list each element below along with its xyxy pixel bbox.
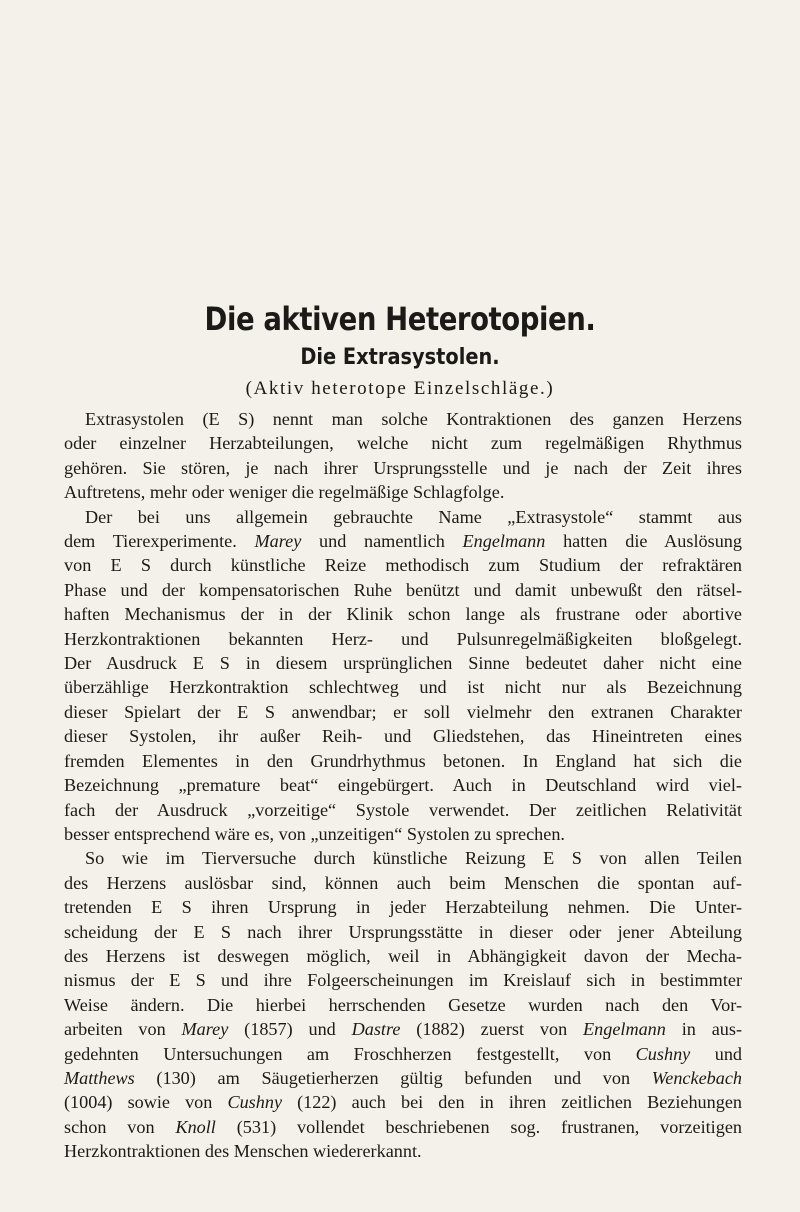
author-name: Marey bbox=[181, 1019, 229, 1040]
text-line: besser entsprechend wäre es, von „unzeitigen“ Systolen zu sprechen. bbox=[64, 823, 565, 844]
text-line: Weise ändern. Die hierbei herrschenden Gesetze wurden nach den Vor- bbox=[64, 994, 742, 1015]
author-name: Cushny bbox=[227, 1092, 283, 1113]
author-name: Knoll bbox=[175, 1116, 216, 1137]
text-line: oder einzelner Herzabteilungen, welche nicht zum regelmäßigen Rhythmus bbox=[64, 433, 742, 454]
text-line: des Herzens auslösbar sind, können auch beim Menschen die spontan auf- bbox=[64, 872, 742, 893]
text-line: scheidung der E S nach ihrer Ursprungsstätte in dieser oder jener Abteilung bbox=[64, 921, 742, 942]
author-name: Engelmann bbox=[583, 1019, 666, 1040]
text-line: Der bei uns allgemein gebrauchte Name „Extrasystole“ stammt aus bbox=[85, 506, 742, 527]
text-line: gedehnten Untersuchungen am Froschherzen festgestellt, von Cushny und bbox=[64, 1043, 743, 1064]
text-line: (1004) sowie von Cushny (122) auch bei den in ihren zeitlichen Beziehungen bbox=[64, 1092, 743, 1113]
text-line: arbeiten von Marey (1857) und Dastre (1882) zuerst von Engelmann in aus- bbox=[64, 1019, 742, 1040]
author-name: Engelmann bbox=[462, 531, 546, 552]
author-name: Wenckebach bbox=[651, 1067, 742, 1088]
text-line: Der Ausdruck E S in diesem ursprünglichen Sinne bedeutet daher nicht eine bbox=[64, 653, 742, 674]
section-title: Die Extrasystolen. bbox=[300, 345, 500, 370]
author-name: Dastre bbox=[351, 1019, 401, 1040]
chapter-title: Die aktiven Heterotopien. bbox=[204, 300, 596, 338]
text-line: Matthews (130) am Säugetierherzen gültig befunden und von Wenckebach bbox=[64, 1067, 742, 1088]
text-line: Auftretens, mehr oder weniger die regelmäßige Schlagfolge. bbox=[64, 482, 505, 503]
text-line: fremden Elementes in den Grundrhythmus betonen. In England hat sich die bbox=[64, 750, 742, 771]
text-line: dieser Systolen, ihr außer Reih- und Gliedstehen, das Hineintreten eines bbox=[64, 726, 742, 747]
author-name: Cushny bbox=[635, 1043, 691, 1064]
text-line: des Herzens ist deswegen möglich, weil in Abhängigkeit davon der Mecha- bbox=[64, 945, 742, 966]
text-line: Bezeichnung „premature beat“ eingebürgert. Auch in Deutschland wird viel- bbox=[64, 775, 742, 796]
text-line: Phase und der kompensatorischen Ruhe benützt und damit unbewußt den rätsel- bbox=[64, 579, 742, 600]
text-line: dem Tierexperimente. Marey und namentlich Engelmann hatten die Auslösung bbox=[64, 531, 742, 552]
text-line: Herzkontraktionen bekannten Herz- und Pulsunregelmäßigkeiten bloßgelegt. bbox=[64, 628, 742, 649]
text-line: fach der Ausdruck „vorzeitige“ Systole verwendet. Der zeitlichen Relativität bbox=[64, 799, 742, 820]
author-name: Matthews bbox=[64, 1067, 135, 1088]
author-name: Marey bbox=[254, 531, 302, 552]
text-line: gehören. Sie stören, je nach ihrer Ursprungsstelle und je nach der Zeit ihres bbox=[64, 457, 742, 478]
text-line: schon von Knoll (531) vollendet beschriebenen sog. frustranen, vorzeitigen bbox=[64, 1116, 742, 1137]
text-line: haften Mechanismus der in der Klinik schon lange als frustrane oder abortive bbox=[64, 604, 742, 625]
text-line: So wie im Tierversuche durch künstliche Reizung E S von allen Teilen bbox=[85, 848, 742, 869]
text-line: überzählige Herzkontraktion schlechtweg und ist nicht nur als Bezeichnung bbox=[64, 677, 742, 698]
text-line: tretenden E S ihren Ursprung in jeder Herzabteilung nehmen. Die Unter- bbox=[64, 897, 742, 918]
text-line: nismus der E S und ihre Folgeerscheinungen im Kreislauf sich in bestimmter bbox=[64, 970, 742, 991]
text-line: von E S durch künstliche Reize methodisch zum Studium der refraktären bbox=[64, 555, 742, 576]
section-parenthetical: (Aktiv heterotope Einzelschläge.) bbox=[245, 378, 555, 399]
text-line: dieser Spielart der E S anwendbar; er soll vielmehr den extranen Charakter bbox=[64, 701, 742, 722]
text-line: Herzkontraktionen des Menschen wiedererkannt. bbox=[64, 1141, 422, 1162]
body-text bbox=[64, 407, 742, 1164]
text-line: Extrasystolen (E S) nennt man solche Kontraktionen des ganzen Herzens bbox=[85, 409, 742, 429]
